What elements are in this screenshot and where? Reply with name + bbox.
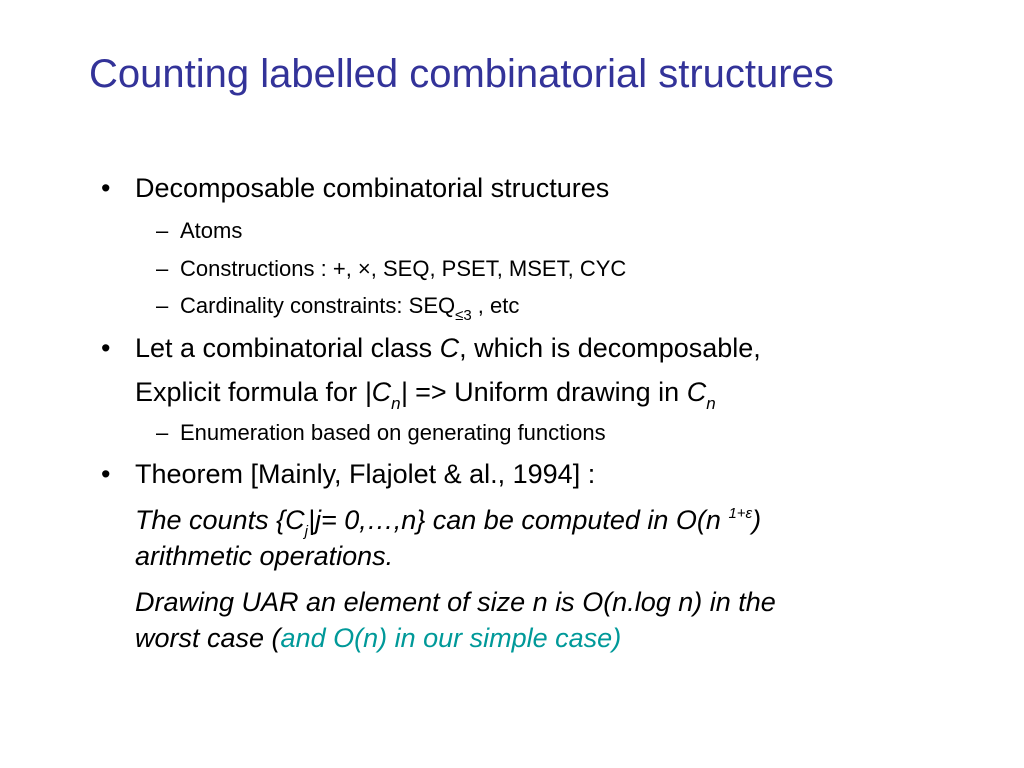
slide-title: Counting labelled combinatorial structures <box>89 52 834 96</box>
dash-icon: – <box>156 420 169 445</box>
bullet-icon: • <box>101 173 111 203</box>
size-subscript: n <box>706 394 716 413</box>
dash-icon: – <box>156 218 169 243</box>
counts-close: ) <box>752 505 762 535</box>
class-symbol: C <box>686 377 707 407</box>
bullet-decomposable: Decomposable combinatorial structures <box>135 173 610 203</box>
bullet-theorem: Theorem [Mainly, Flajolet & al., 1994] : <box>135 459 596 489</box>
abs-bar-right: | <box>400 377 408 407</box>
uniform-drawing-text: => Uniform drawing in <box>407 377 687 407</box>
simple-case-highlight: and O(n) in our simple case) <box>280 623 622 653</box>
dash-icon: – <box>156 256 169 281</box>
dash-icon: – <box>156 293 169 318</box>
sub-item-atoms: Atoms <box>180 218 243 243</box>
cardinality-subscript: ≤3 <box>455 307 472 324</box>
sub-item-enumeration: Enumeration based on generating functions <box>180 420 606 445</box>
size-subscript: n <box>391 394 401 413</box>
explicit-formula-line <box>135 376 716 412</box>
class-symbol: C <box>439 333 460 363</box>
worst-case-line <box>135 622 621 654</box>
worst-case-text: worst case ( <box>135 623 281 653</box>
bullet-icon: • <box>101 333 111 363</box>
drawing-uar-line: Drawing UAR an element of size n is O(n.log n) in the <box>135 587 776 617</box>
complexity-exponent: 1+ε <box>728 505 753 522</box>
cardinality-text: Cardinality constraints: SEQ <box>180 293 456 318</box>
counts-text: The counts {C <box>135 505 305 535</box>
theorem-counts-line <box>135 504 761 541</box>
let-class-rest: , which is decomposable, <box>459 333 761 363</box>
class-symbol: C <box>371 377 392 407</box>
cardinality-rest: , etc <box>471 293 520 318</box>
let-class-text: Let a combinatorial class <box>135 333 440 363</box>
counts-rest: |j= 0,…,n} can be computed in O(n <box>307 505 729 535</box>
abs-bar-left: | <box>364 377 372 407</box>
explicit-text: Explicit formula for <box>135 377 365 407</box>
bullet-icon: • <box>101 459 111 489</box>
counts-subscript: j <box>304 523 308 540</box>
sub-item-cardinality <box>180 293 519 322</box>
sub-item-constructions: Constructions : +, ×, SEQ, PSET, MSET, CYC <box>180 256 627 281</box>
theorem-arithmetic-line: arithmetic operations. <box>135 541 394 571</box>
bullet-let-class <box>135 332 761 364</box>
